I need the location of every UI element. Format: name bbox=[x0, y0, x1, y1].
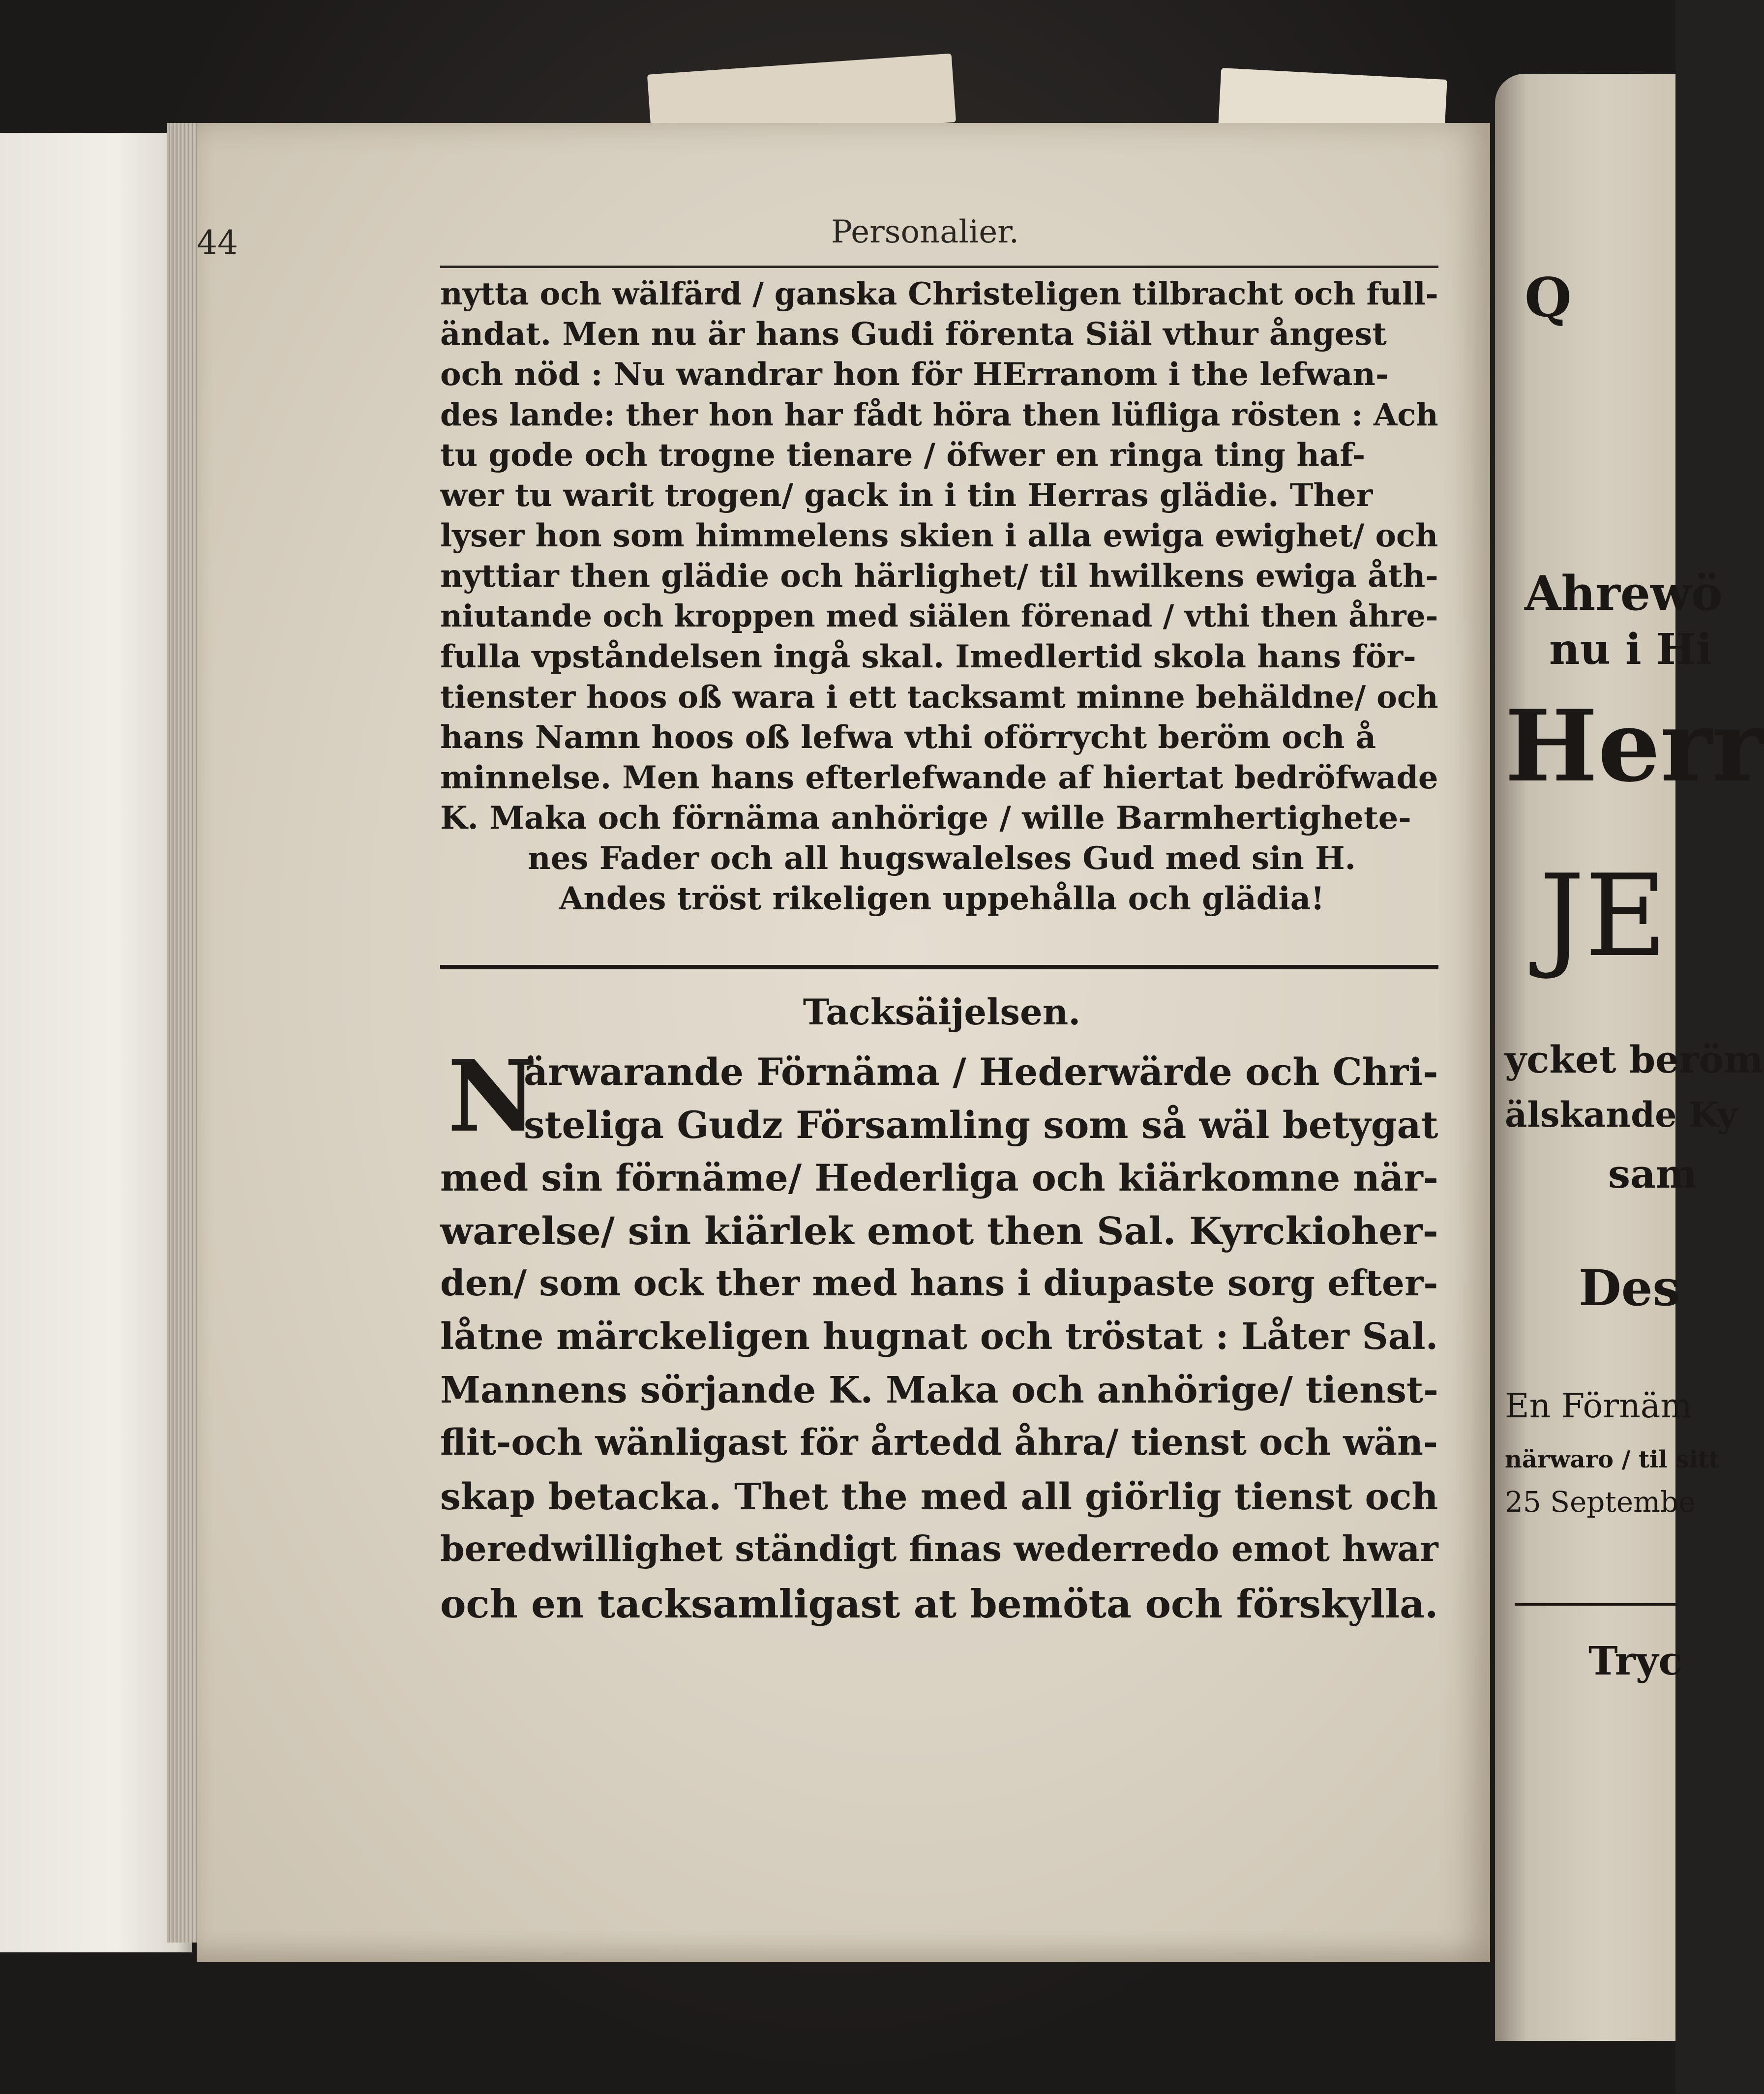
text-line: des lande: ther hon har fådt höra then lüfliga rösten : Ach bbox=[440, 396, 1438, 433]
text-line: wer tu warit trogen/ gack in i tin Herras glädie. Ther bbox=[440, 477, 1373, 514]
text-line: tienster hoos oß wara i ett tacksamt minne behäldne/ och bbox=[440, 679, 1438, 715]
text-line: lyser hon som himmelens skien i alla ewiga ewighet/ och bbox=[440, 517, 1438, 554]
text-line: nes Fader och all hugswalelses Gud med sin H. bbox=[528, 840, 1356, 877]
text-line: Mannens sörjande K. Maka och anhörige/ tienst- bbox=[440, 1369, 1438, 1411]
section-divider bbox=[440, 965, 1438, 969]
adjacent-page bbox=[1495, 74, 1764, 2041]
text-line: tu gode och trogne tienare / öfwer en ringa ting haf- bbox=[440, 437, 1366, 474]
text-line: ärwarande Förnäma / Hederwärde och Chri- bbox=[524, 1050, 1438, 1094]
adjacent-fragment: Ahrewö bbox=[1525, 566, 1723, 621]
running-head: Personalier. bbox=[831, 214, 1019, 250]
left-endpaper bbox=[0, 133, 192, 1952]
text-line: beredwillighet ständigt finas wederredo emot hwar bbox=[440, 1528, 1438, 1569]
adjacent-fragment: 25 Septembe bbox=[1505, 1485, 1696, 1519]
page-number: 44 bbox=[197, 224, 238, 262]
text-line: nytta och wälfärd / ganska Christeligen tilbracht och full- bbox=[440, 275, 1438, 312]
adjacent-fragment: Herr bbox=[1505, 688, 1764, 804]
header-rule bbox=[440, 266, 1438, 268]
text-line: och nöd : Nu wandrar hon för HErranom i the lefwan- bbox=[440, 356, 1389, 393]
adjacent-fragment: Des bbox=[1579, 1259, 1680, 1317]
text-line: flit-och wänligast för årtedd åhra/ tienst och wän- bbox=[440, 1422, 1438, 1464]
text-line: niutande och kroppen med siälen förenad / vthi then åhre- bbox=[440, 598, 1438, 634]
adjacent-fragment: närwaro / til sitt bbox=[1505, 1446, 1720, 1473]
adjacent-fragment: En Förnäm bbox=[1505, 1387, 1692, 1426]
text-line: med sin förnäme/ Hederliga och kiärkomne när- bbox=[440, 1156, 1438, 1199]
text-line: hans Namn hoos oß lefwa vthi oförrycht beröm och å bbox=[440, 719, 1376, 756]
text-line: och en tacksamligast at bemöta och förskylla. bbox=[440, 1581, 1438, 1627]
text-line: ändat. Men nu är hans Gudi förenta Siäl vthur ångest bbox=[440, 316, 1387, 353]
text-line: K. Maka och förnäma anhörige / wille Barmhertighete- bbox=[440, 800, 1411, 837]
adjacent-rule bbox=[1515, 1603, 1677, 1606]
adjacent-fragment: älskande Ky bbox=[1505, 1094, 1737, 1135]
section-title: Tacksäijelsen. bbox=[803, 991, 1081, 1033]
text-line: nyttiar then glädie och härlighet/ til hwilkens ewiga åth- bbox=[440, 558, 1438, 595]
drop-capital: N bbox=[448, 1039, 538, 1154]
adjacent-fragment: ycket beröm bbox=[1505, 1038, 1764, 1081]
text-line: skap betacka. Thet the med all giörlig tienst och bbox=[440, 1475, 1438, 1518]
text-line: minnelse. Men hans efterlefwande af hiertat bedröfwade bbox=[440, 759, 1438, 796]
text-line: steliga Gudz Församling som så wäl betygat bbox=[524, 1103, 1438, 1147]
text-line: den/ som ock ther med hans i diupaste sorg efter- bbox=[440, 1262, 1438, 1304]
adjacent-fragment: Tryc bbox=[1588, 1638, 1683, 1684]
adjacent-fragment: nu i Hi bbox=[1549, 625, 1712, 674]
adjacent-fragment: Q bbox=[1525, 266, 1572, 329]
text-line: fulla vpståndelsen ingå skal. Imedlertid skola hans för- bbox=[440, 638, 1416, 675]
text-line: warelse/ sin kiärlek emot then Sal. Kyrckioher- bbox=[440, 1209, 1438, 1254]
text-line: Andes tröst rikeligen uppehålla och glädia! bbox=[559, 880, 1325, 917]
adjacent-fragment: JE bbox=[1539, 851, 1668, 982]
text-line: låtne märckeligen hugnat och tröstat : Låter Sal. bbox=[440, 1316, 1438, 1358]
adjacent-fragment: sam bbox=[1608, 1151, 1698, 1197]
